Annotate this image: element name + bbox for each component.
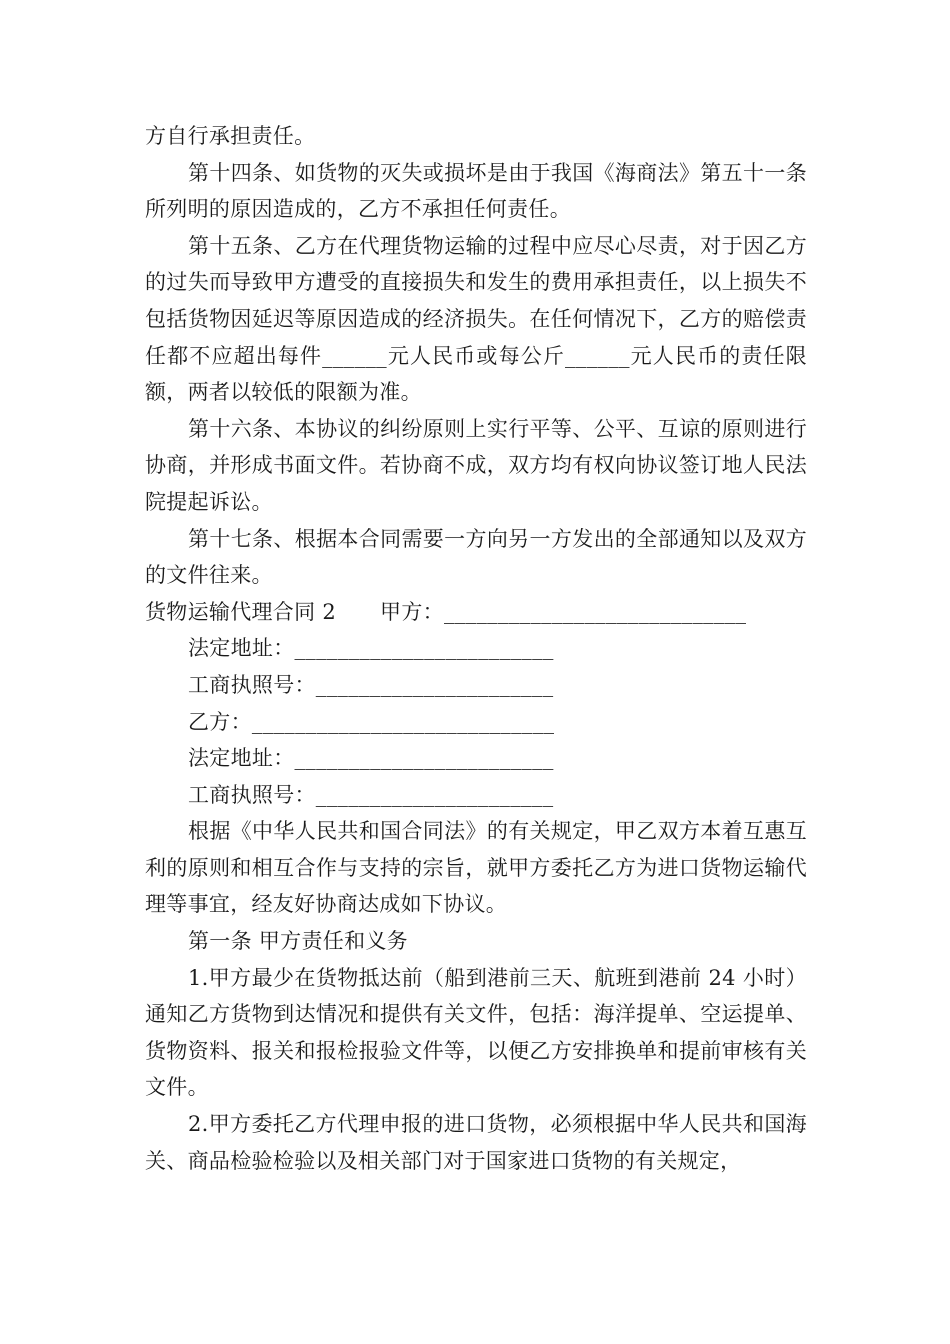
party-a-license-field: 工商执照号：______________________ (188, 672, 554, 697)
party-b-address-field: 法定地址：________________________ (188, 746, 554, 771)
party-a-field: 甲方：____________________________ (380, 599, 747, 624)
article-15-paragraph: 第十五条、乙方在代理货物运输的过程中应尽心尽责，对于因乙方的过失而导致甲方遭受的直接损失和发生的费用承担责任，以上损失不包括货物因延迟等原因造成的经济损失。在任何情况下，乙方的赔偿责任都不应超出每件______元人民币或每公斤______元人民币的责任限额，两者以较低的限额为准。 (145, 233, 807, 405)
contract-title-line (145, 594, 807, 631)
party-b-license-field: 工商执照号：______________________ (188, 782, 554, 807)
paragraph-0: 方自行承担责任。 (145, 124, 316, 148)
article-17-paragraph: 第十七条、根据本合同需要一方向另一方发出的全部通知以及双方的文件往来。 (145, 526, 807, 588)
party-b-field: 乙方：____________________________ (188, 709, 555, 734)
article-14-paragraph: 第十四条、如货物的灭失或损坏是由于我国《海商法》第五十一条所列明的原因造成的，乙方不承担任何责任。 (145, 160, 807, 222)
preamble-paragraph: 根据《中华人民共和国合同法》的有关规定，甲乙双方本着互惠互利的原则和相互合作与支持的宗旨，就甲方委托乙方为进口货物运输代理等事宜，经友好协商达成如下协议。 (145, 819, 807, 917)
article-1-heading: 第一条 甲方责任和义务 (188, 929, 408, 954)
clause-2-paragraph: 2.甲方委托乙方代理申报的进口货物，必须根据中华人民共和国海关、商品检验检验以及相关部门对于国家进口货物的有关规定， (145, 1112, 807, 1173)
contract-title: 货物运输代理合同 2 (145, 599, 337, 624)
document-page (145, 118, 807, 1179)
article-16-paragraph: 第十六条、本协议的纠纷原则上实行平等、公平、互谅的原则进行协商，并形成书面文件。若协商不成，双方均有权向协议签订地人民法院提起诉讼。 (145, 416, 807, 514)
party-a-address-field: 法定地址：________________________ (188, 636, 554, 661)
clause-1-paragraph: 1.甲方最少在货物抵达前（船到港前三天、航班到港前 24 小时）通知乙方货物到达情况和提供有关文件，包括：海洋提单、空运提单、货物资料、报关和报检报验文件等，以便乙方安排换单和提前审核有关文件。 (145, 965, 807, 1100)
